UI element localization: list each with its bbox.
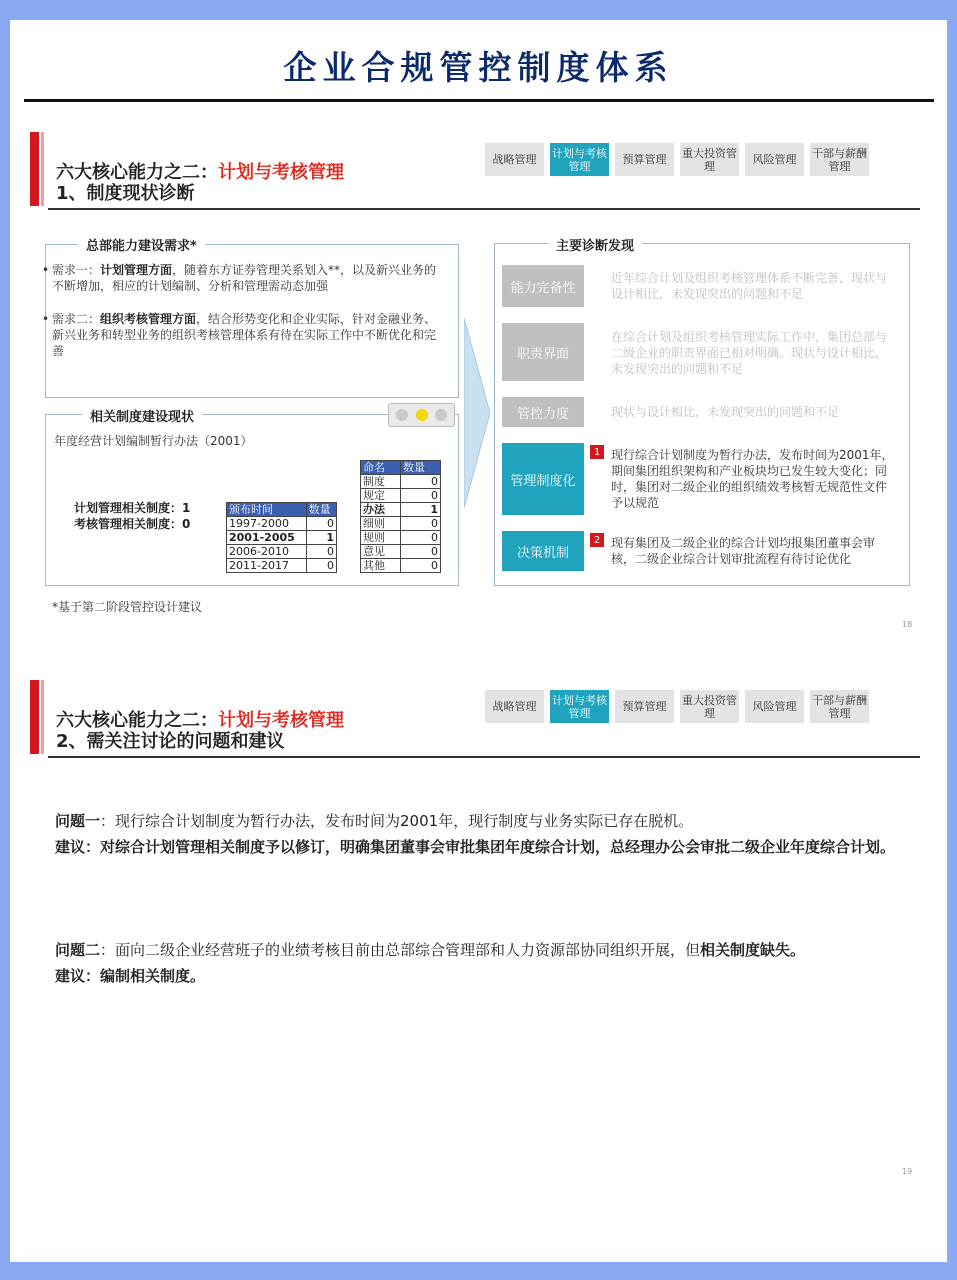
slide1-rule [48, 208, 920, 210]
tab-plan-assessment[interactable]: 计划与考核管理 [550, 690, 609, 723]
slide2-subtitle: 2、需关注讨论的问题和建议 [56, 731, 285, 752]
table-cell: 意见 [361, 545, 401, 559]
page-title: 企业合规管控制度体系 [283, 48, 674, 87]
table-cell: 0 [306, 545, 336, 559]
table-row [361, 475, 441, 489]
slide1-title-highlight: 计划与考核管理 [218, 162, 344, 183]
tab-risk[interactable]: 风险管理 [745, 690, 804, 723]
plan-count: 计划管理相关制度：1 [74, 501, 191, 515]
tab-cadre-salary[interactable]: 干部与薪酬管理 [810, 143, 869, 176]
need-2-text: ，结合形势变化和企业实际，针对金融业务、新兴业务和转型业务的组织考核管理体系有待在实际工作中不断优化和完善 [52, 312, 437, 358]
table-cell: 2006-2010 [227, 545, 307, 559]
finding-label-decision: 决策机制 [502, 531, 584, 571]
status-doc-name: 年度经营计划编制暂行办法（2001） [54, 434, 253, 448]
needs-heading: 总部能力建设需求* [78, 235, 205, 254]
slide1-page-number: 18 [902, 620, 913, 629]
table-row [361, 503, 441, 517]
need-2-lead: 需求二： [52, 312, 101, 326]
table-cell: 规则 [361, 531, 401, 545]
table-cell: 0 [401, 559, 441, 573]
slide2-tabs [485, 690, 869, 723]
assessment-count: 考核管理相关制度：0 [74, 517, 191, 531]
table-cell: 1 [306, 531, 336, 545]
table-cell: 其他 [361, 559, 401, 573]
status-heading: 相关制度建设现状 [82, 406, 202, 425]
table-row [227, 517, 337, 531]
table-cell: 0 [401, 531, 441, 545]
advice-2: 建议：编制相关制度。 [55, 967, 206, 985]
header-cell: 命名 [361, 461, 401, 475]
time-table [226, 502, 337, 573]
tab-cadre-salary[interactable]: 干部与薪酬管理 [810, 690, 869, 723]
need-1-text: ，随着东方证券管理关系划入**，以及新兴业务的不断增加，相应的计划编制、分析和管理需动态加强 [52, 263, 437, 293]
table-cell: 0 [306, 517, 336, 531]
name-table [360, 460, 441, 573]
need-item-1: • 需求一：计划管理方面，随着东方证券管理关系划入**，以及新兴业务的不断增加，相应的计划编制、分析和管理需动态加强 [42, 263, 437, 293]
table-cell: 1 [401, 503, 441, 517]
issue-1-text: ：现行综合计划制度为暂行办法，发布时间为2001年，现行制度与业务实际已存在脱机。 [100, 812, 694, 830]
table-cell: 0 [401, 545, 441, 559]
table-cell: 2011-2017 [227, 559, 307, 573]
traffic-light [388, 403, 455, 427]
finding-text-control: 现状与设计相比，未发现突出的问题和不足 [611, 405, 840, 419]
page-sheet [10, 20, 947, 1262]
arrow-right-icon [464, 318, 490, 508]
slide2-accent-bar [30, 680, 39, 754]
table-cell: 1997-2000 [227, 517, 307, 531]
need-1-bold: 计划管理方面 [100, 263, 173, 277]
light-yellow-icon [416, 409, 428, 421]
slide2-rule [48, 756, 920, 758]
finding-text-decision: 现有集团及二级企业的综合计划均报集团董事会审核，二级企业综合计划审批流程有待讨论优化 [611, 536, 876, 566]
table-row [227, 531, 337, 545]
table-header [227, 503, 337, 517]
tab-strategy[interactable]: 战略管理 [485, 690, 544, 723]
tab-investment[interactable]: 重大投资管理 [680, 143, 739, 176]
title-rule [24, 99, 934, 102]
light-right-icon [435, 409, 447, 421]
finding-label-institutionalization: 管理制度化 [502, 443, 584, 515]
table-cell: 0 [401, 489, 441, 503]
finding-badge-2: 2 [590, 533, 604, 547]
slide1-subtitle: 1、制度现状诊断 [56, 183, 195, 204]
table-cell: 0 [306, 559, 336, 573]
issue-2 [55, 940, 900, 961]
tab-risk[interactable]: 风险管理 [745, 143, 804, 176]
header-cell: 颁布时间 [227, 503, 307, 517]
status-counts [74, 500, 190, 532]
issue-1-label: 问题一 [55, 812, 101, 830]
slide2-title-highlight: 计划与考核管理 [218, 710, 344, 731]
table-row [361, 531, 441, 545]
finding-text-responsibility: 在综合计划及组织考核管理实际工作中，集团总部与二级企业的职责界面已相对明确。现状与设计相比，未发现突出的问题和不足 [611, 330, 888, 376]
table-row [227, 545, 337, 559]
table-row [361, 559, 441, 573]
issue-2-label: 问题二 [55, 941, 101, 959]
finding-text-institutionalization: 现行综合计划制度为暂行办法，发布时间为2001年，期间集团组织架构和产业板块均已发生较大变化；同时，集团对二级企业的组织绩效考核暂无规范性文件予以规范 [611, 448, 894, 510]
slide2-title [56, 710, 344, 752]
table-header [361, 461, 441, 475]
tab-investment[interactable]: 重大投资管理 [680, 690, 739, 723]
slide1-accent-bar [30, 132, 39, 206]
slide1-title [56, 162, 344, 204]
slide1-title-prefix: 六大核心能力之二： [56, 162, 218, 183]
finding-label-capability: 能力完备性 [502, 265, 584, 307]
table-row [227, 559, 337, 573]
table-row [361, 545, 441, 559]
need-item-2: • 需求二：组织考核管理方面，结合形势变化和企业实际，针对金融业务、新兴业务和转型业务的组织考核管理体系有待在实际工作中不断优化和完善 [42, 312, 437, 358]
advice-1: 建议：对综合计划管理相关制度予以修订，明确集团董事会审批集团年度综合计划，总经理办公会审批二级企业年度综合计划。 [55, 838, 896, 856]
finding-label-responsibility: 职责界面 [502, 323, 584, 381]
table-cell: 2001-2005 [227, 531, 307, 545]
findings-heading: 主要诊断发现 [548, 235, 642, 254]
table-row [361, 489, 441, 503]
slide1-footnote: *基于第二阶段管控设计建议 [52, 600, 203, 614]
table-cell: 规定 [361, 489, 401, 503]
table-cell: 0 [401, 517, 441, 531]
issue-2-text: ：面向二级企业经营班子的业绩考核目前由总部综合管理部和人力资源部协同组织开展，但 [100, 941, 701, 959]
tab-budget[interactable]: 预算管理 [615, 143, 674, 176]
finding-text-capability: 近年综合计划及组织考核管理体系不断完善，现状与设计相比，未发现突出的问题和不足 [611, 271, 888, 301]
table-cell: 细则 [361, 517, 401, 531]
slide2-title-prefix: 六大核心能力之二： [56, 710, 218, 731]
table-row [361, 517, 441, 531]
tab-strategy[interactable]: 战略管理 [485, 143, 544, 176]
table-cell: 0 [401, 475, 441, 489]
tab-budget[interactable]: 预算管理 [615, 690, 674, 723]
need-1-lead: 需求一： [52, 263, 101, 277]
light-left-icon [396, 409, 408, 421]
need-2-bold: 组织考核管理方面 [100, 312, 197, 326]
table-cell: 办法 [361, 503, 401, 517]
finding-badge-1: 1 [590, 445, 604, 459]
header-cell: 数量 [306, 503, 336, 517]
tab-plan-assessment[interactable]: 计划与考核管理 [550, 143, 609, 176]
finding-label-control: 管控力度 [502, 397, 584, 427]
slide2-page-number: 19 [902, 1167, 913, 1176]
table-cell: 制度 [361, 475, 401, 489]
header-cell: 数量 [401, 461, 441, 475]
slide1-tabs [485, 143, 869, 176]
issue-1 [55, 811, 900, 832]
issue-2-bold: 相关制度缺失。 [700, 941, 806, 959]
